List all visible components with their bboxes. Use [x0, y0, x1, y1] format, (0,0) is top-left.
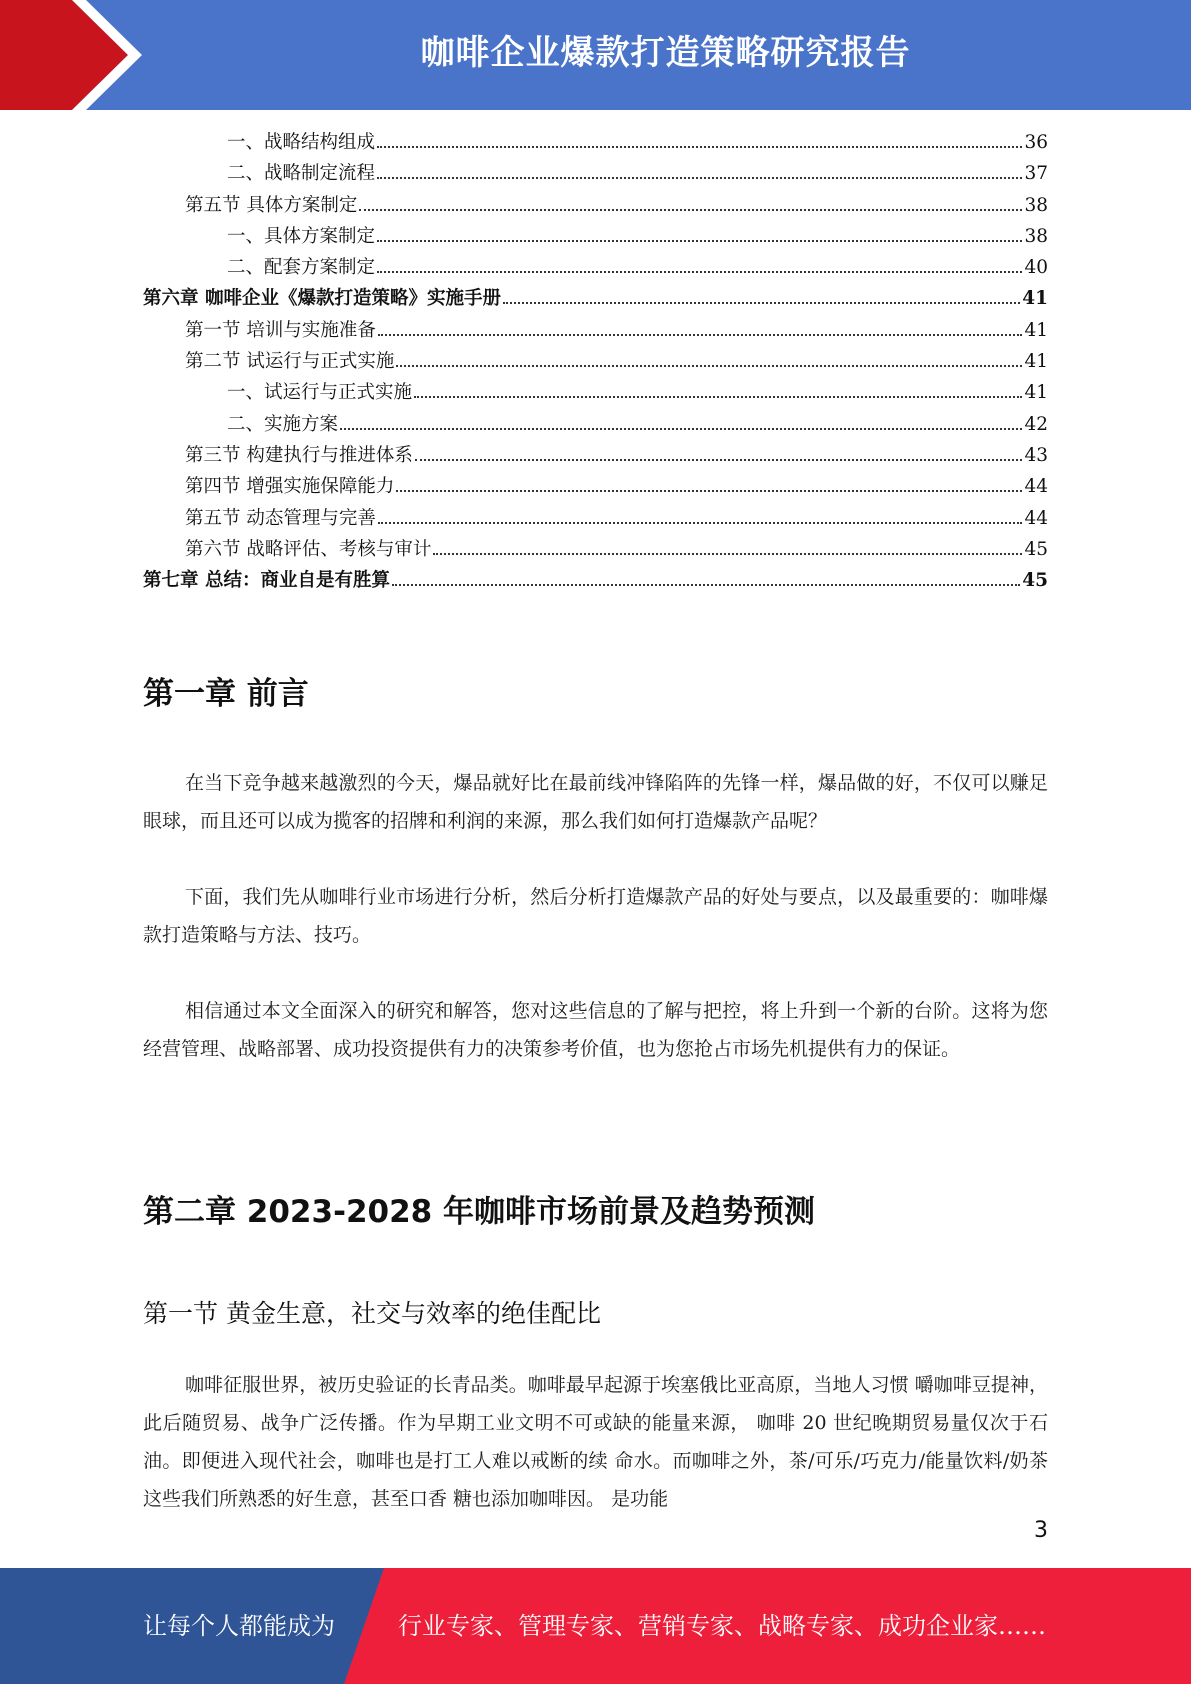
toc-dot-leader	[377, 177, 1022, 179]
toc-dot-leader	[377, 146, 1022, 148]
toc-dot-leader	[396, 365, 1022, 367]
chapter2-heading: 第二章 2023-2028 年咖啡市场前景及趋势预测	[143, 1194, 816, 1230]
toc-entry-page: 45	[1022, 570, 1048, 592]
toc-entry-label: 第四节 增强实施保障能力	[185, 476, 395, 498]
report-title: 咖啡企业爆款打造策略研究报告	[420, 33, 911, 73]
chapter1-paragraph: 在当下竞争越来越激烈的今天，爆品就好比在最前线冲锋陷阵的先锋一样，爆品做的好，不仅可以赚足眼球，而且还可以成为揽客的招牌和利润的来源，那么我们如何打造爆款产品呢？	[143, 772, 1048, 832]
toc-entry-page: 40	[1024, 257, 1048, 279]
toc-dot-leader	[503, 302, 1020, 304]
red-chevron-decoration	[0, 0, 160, 110]
toc-entry-label: 一、战略结构组成	[227, 132, 376, 153]
toc-entry-label: 第七章 总结：商业自是有胜算	[143, 570, 390, 592]
toc-entry-page: 43	[1024, 444, 1048, 466]
toc-entry-page: 37	[1024, 163, 1048, 185]
page-footer	[0, 1568, 1191, 1684]
chapter1-heading: 第一章 前言	[143, 676, 309, 712]
toc-dot-leader	[359, 209, 1022, 211]
toc-entry-page: 41	[1024, 382, 1048, 404]
toc-dot-leader	[378, 522, 1023, 524]
chapter1-paragraph: 相信通过本文全面深入的研究和解答，您对这些信息的了解与把控，将上升到一个新的台阶。这将为您经营管理、战略部署、成功投资提供有力的决策参考价值，也为您抢占市场先机提供有力的保证。	[143, 1000, 1048, 1060]
toc-entry[interactable]	[143, 472, 1048, 503]
toc-entry[interactable]	[143, 316, 1048, 347]
toc-entry-page: 41	[1024, 319, 1048, 341]
section1-paragraph: 咖啡征服世界，被历史验证的长青品类。咖啡最早起源于埃塞俄比亚高原，当地人习惯 嚼咖啡豆提神，此后随贸易、战争广泛传播。作为早期工业文明不可或缺的能量来源， 咖啡 20 世纪晚期贸易量仅次于石油。即便进入现代社会，咖啡也是打工人难以戒断的续 命水。而咖啡之外，茶/可乐/巧克力/能量饮料/奶茶这些我们所熟悉的好生意，甚至口香 糖也添加咖啡因。 是功能	[143, 1374, 1048, 1510]
table-of-contents	[143, 128, 1048, 597]
toc-dot-leader	[378, 334, 1023, 336]
toc-entry[interactable]	[143, 410, 1048, 441]
toc-entry[interactable]	[143, 566, 1048, 597]
toc-dot-leader	[415, 459, 1023, 461]
page-header	[0, 0, 1191, 110]
toc-entry[interactable]	[143, 504, 1048, 535]
footer-roles: 行业专家、管理专家、营销专家、战略专家、成功企业家……	[398, 1612, 1046, 1640]
toc-entry[interactable]	[143, 128, 1048, 159]
toc-entry-label: 二、配套方案制定	[227, 257, 376, 279]
toc-entry-page: 44	[1024, 476, 1048, 498]
toc-entry[interactable]	[143, 535, 1048, 566]
page-number: 3	[1034, 1518, 1048, 1543]
toc-entry[interactable]	[143, 253, 1048, 284]
toc-entry-label: 第一节 培训与实施准备	[185, 319, 376, 341]
toc-dot-leader	[340, 428, 1022, 430]
toc-entry-label: 第五节 具体方案制定	[185, 194, 358, 216]
footer-slogan: 让每个人都能成为	[143, 1612, 335, 1640]
toc-dot-leader	[377, 240, 1022, 242]
toc-entry[interactable]	[143, 159, 1048, 190]
toc-entry[interactable]	[143, 284, 1048, 315]
toc-dot-leader	[392, 584, 1020, 586]
toc-entry-page: 36	[1024, 132, 1048, 153]
section1-heading: 第一节 黄金生意，社交与效率的绝佳配比	[143, 1299, 601, 1328]
toc-entry-label: 一、试运行与正式实施	[227, 382, 413, 404]
toc-entry-label: 第六章 咖啡企业《爆款打造策略》实施手册	[143, 288, 501, 310]
toc-entry-page: 42	[1024, 413, 1048, 435]
toc-entry-page: 44	[1024, 507, 1048, 529]
toc-entry-page: 45	[1024, 538, 1048, 560]
toc-dot-leader	[414, 396, 1022, 398]
toc-dot-leader	[433, 553, 1022, 555]
toc-entry[interactable]	[143, 222, 1048, 253]
toc-entry-label: 第三节 构建执行与推进体系	[185, 444, 413, 466]
toc-dot-leader	[377, 271, 1022, 273]
chapter1-paragraph: 下面，我们先从咖啡行业市场进行分析，然后分析打造爆款产品的好处与要点，以及最重要的：咖啡爆款打造策略与方法、技巧。	[143, 886, 1048, 946]
toc-entry-label: 二、实施方案	[227, 413, 339, 435]
toc-entry-label: 第五节 动态管理与完善	[185, 507, 376, 529]
toc-entry-page: 38	[1024, 225, 1048, 247]
toc-entry-page: 38	[1024, 194, 1048, 216]
toc-entry[interactable]	[143, 191, 1048, 222]
toc-dot-leader	[396, 490, 1022, 492]
toc-entry-label: 二、战略制定流程	[227, 163, 376, 185]
toc-entry-label: 第六节 战略评估、考核与审计	[185, 538, 432, 560]
toc-entry[interactable]	[143, 441, 1048, 472]
toc-entry-page: 41	[1024, 351, 1048, 373]
toc-entry-label: 一、具体方案制定	[227, 225, 376, 247]
toc-entry-page: 41	[1022, 288, 1048, 310]
toc-entry[interactable]	[143, 378, 1048, 409]
toc-entry-label: 第二节 试运行与正式实施	[185, 351, 395, 373]
toc-entry[interactable]	[143, 347, 1048, 378]
